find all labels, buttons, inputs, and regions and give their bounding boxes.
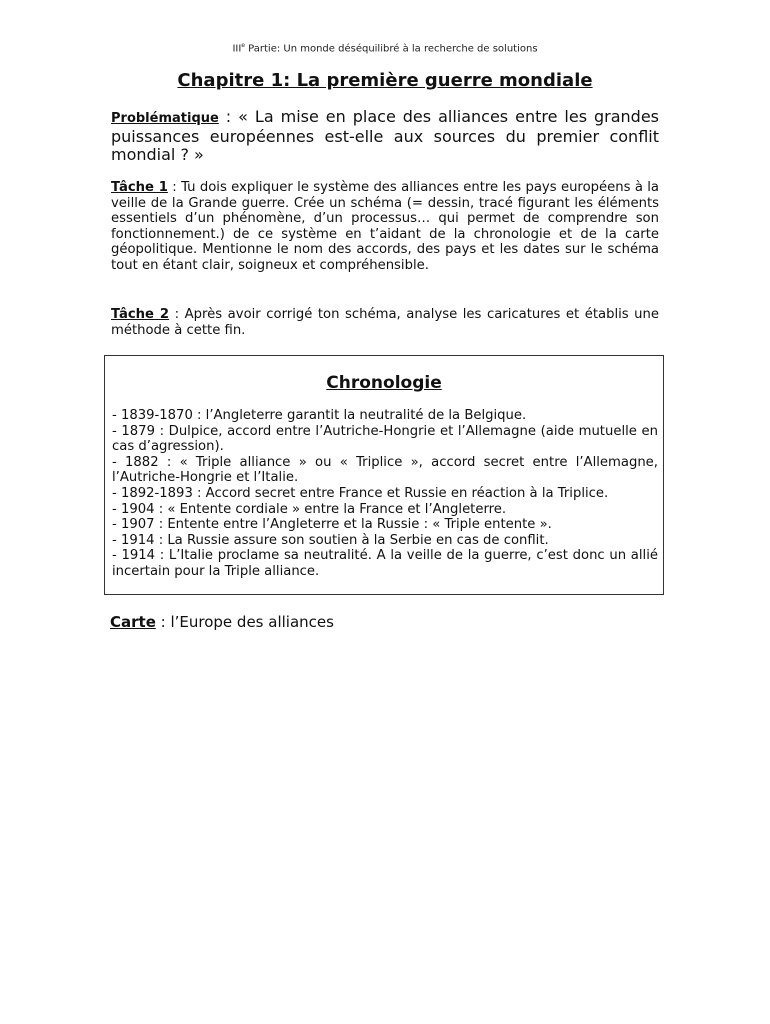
tache1-label: Tâche 1 [111,180,168,195]
tache2-paragraph [111,307,659,338]
tache2-separator: : [169,307,185,322]
problematique-text: « La mise en place des alliances entre les grandes puissances européennes est-elle aux sources du premier conflit mondial ? » [111,107,660,164]
header-prefix: III [232,43,242,55]
tache2-label: Tâche 2 [111,307,170,322]
chronologie-item: - 1882 : « Triple alliance » ou « Triplice », accord secret entre l’Allemagne, l’Autriche-Hongrie et l’Italie. [112,454,658,486]
chronologie-item: - 1904 : « Entente cordiale » entre la France et l’Angleterre. [112,501,507,517]
chronologie-item: - 1907 : Entente entre l’Angleterre et la Russie : « Triple entente ». [112,517,552,533]
chronologie-item: - 1914 : La Russie assure son soutien à la Serbie en cas de conflit. [112,532,549,548]
page-header [0,42,770,54]
header-text: Partie: Un monde déséquilibré à la recherche de solutions [245,43,538,55]
chronologie-item: - 1914 : L’Italie proclame sa neutralité. A la veille de la guerre, c’est donc un allié incertain pour la Triple alliance. [112,548,658,579]
problematique-separator: : [218,107,239,126]
carte-text: : l’Europe des alliances [155,613,334,631]
problematique-paragraph [111,108,659,164]
chronologie-list [112,408,658,580]
tache1-text: Tu dois expliquer le système des alliances entre les pays européens à la veille de la Grande guerre. Crée un schéma (= dessin, tracé figurant les éléments essentiels d’un phénomène, d’un processus… qui permet de comprendre son fonctionnement.) de ce système en t’aidant de la chronologie et de la carte géopolitique. Mentionne le nom des accords, des pays et les dates sur le schéma tout en étant clair, soigneux et compréhensible. [111,180,659,273]
tache2-text: Après avoir corrigé ton schéma, analyse les caricatures et établis une méthode à cette fin. [111,307,660,338]
chronologie-box [104,355,664,595]
header-superscript: e [241,42,245,49]
tache1-paragraph [111,180,659,274]
chronologie-title: Chronologie [326,373,442,393]
tache1-separator: : [167,180,182,195]
chronologie-item: - 1892-1893 : Accord secret entre France et Russie en réaction à la Triplice. [112,485,609,501]
carte-label: Carte [110,613,156,631]
chapter-title: Chapitre 1: La première guerre mondiale [177,70,593,91]
carte-line [110,613,334,631]
problematique-label: Problématique [111,111,219,126]
chronologie-item: - 1879 : Dulpice, accord entre l’Autriche-Hongrie et l’Allemagne (aide mutuelle en cas d’agression). [112,423,658,455]
chronologie-item: - 1839-1870 : l’Angleterre garantit la neutralité de la Belgique. [112,408,527,423]
